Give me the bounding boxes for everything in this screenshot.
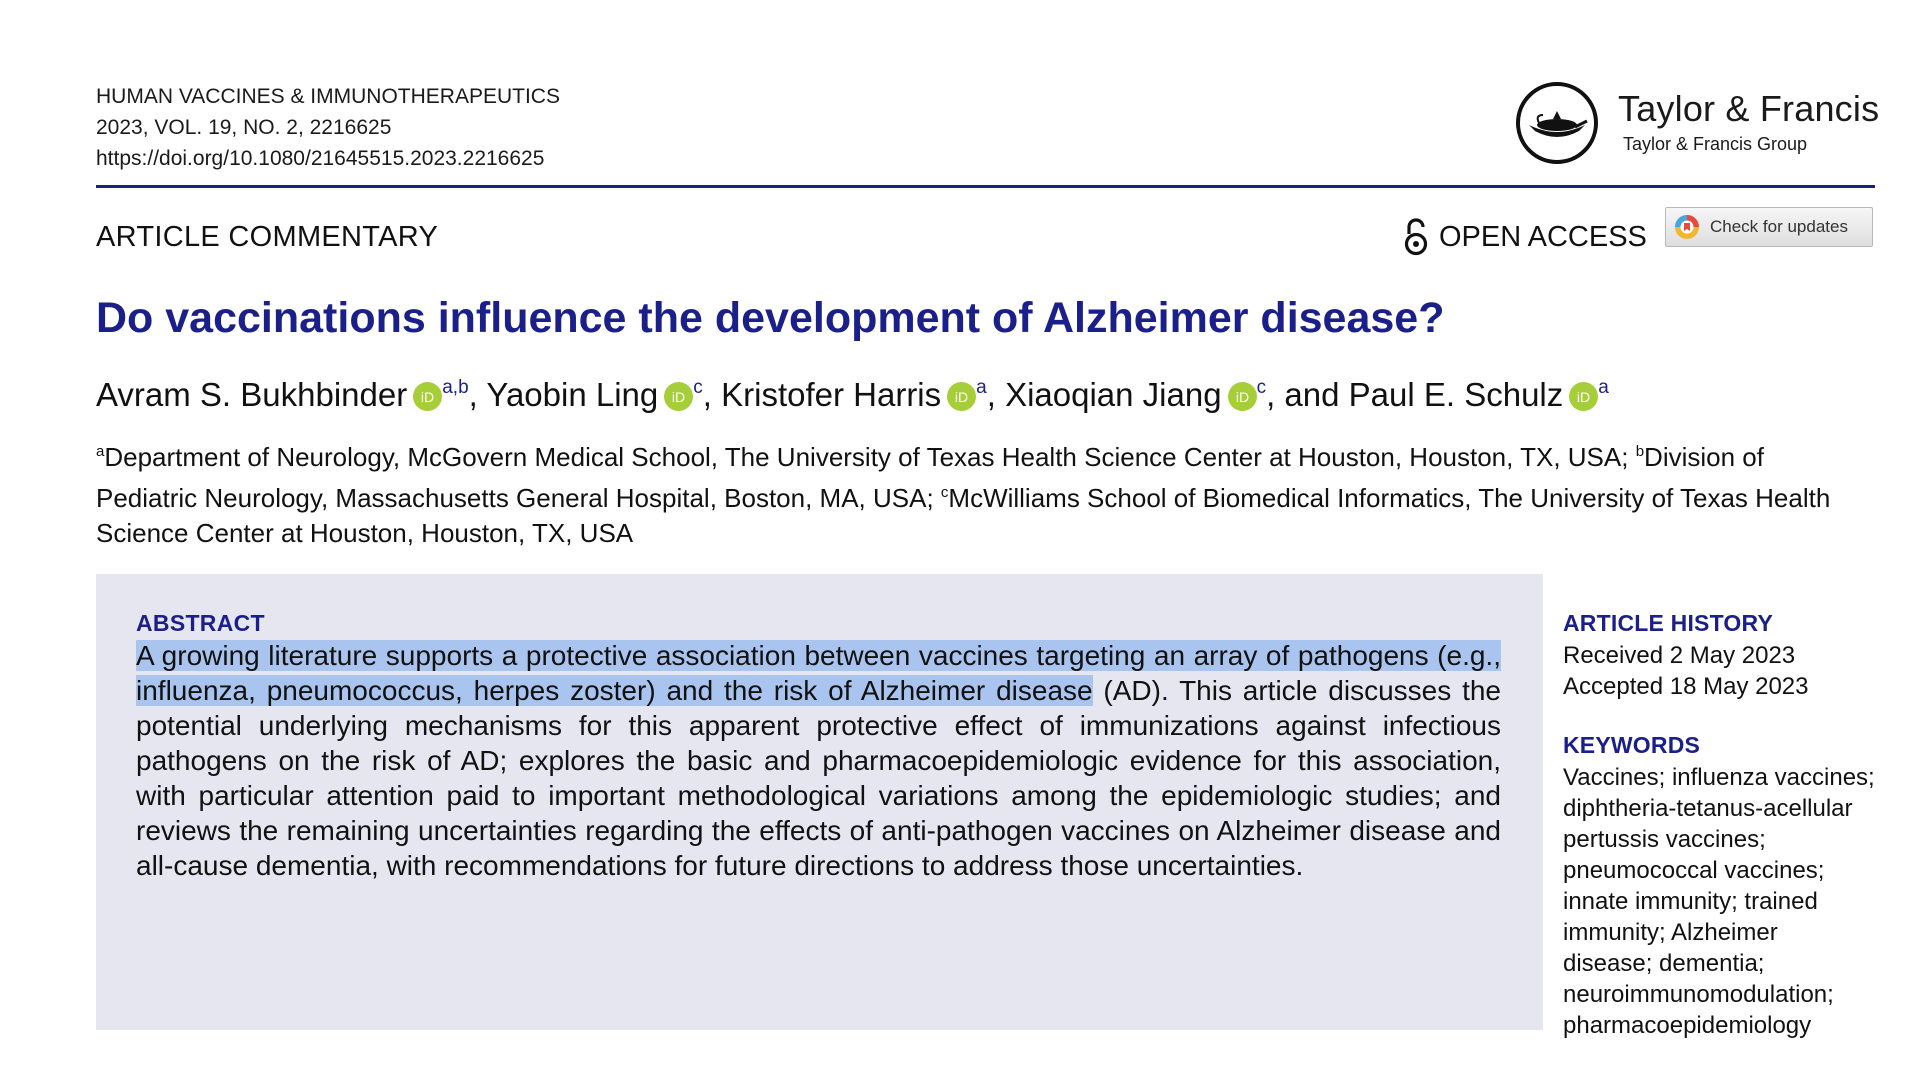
affiliation-c-end: Science Center at Houston, Houston, TX, USA [96, 518, 634, 548]
author-name: Paul E. Schulz [1348, 376, 1564, 413]
keyword-line: pharmacoepidemiology [1563, 1012, 1812, 1039]
svg-text:iD: iD [1235, 389, 1249, 405]
keyword-line: disease; dementia; [1563, 950, 1765, 977]
affiliation-c-start: McWilliams School of Biomedical Informatics, The University of Texas Health [948, 483, 1831, 513]
header-divider [96, 185, 1875, 188]
affiliation-mark: c [940, 484, 949, 501]
affiliation-line [96, 475, 1886, 516]
author-separator: , [468, 376, 487, 413]
publisher-logo [1515, 81, 1880, 171]
journal-volume: 2023, VOL. 19, NO. 2, 2216625 [96, 116, 392, 139]
open-lock-icon [1403, 218, 1429, 256]
svg-text:iD: iD [672, 389, 686, 405]
article-title: Do vaccinations influence the development of Alzheimer disease? [96, 294, 1445, 342]
author-affiliation-mark: c [693, 377, 703, 398]
author-name: Kristofer Harris [721, 376, 942, 413]
keyword-line: pneumococcal vaccines; [1563, 857, 1825, 884]
affiliation-a: Department of Neurology, McGovern Medical School, The University of Texas Health Science Center at Houston, Houston, TX, USA; [104, 442, 1629, 472]
orcid-icon[interactable] [664, 382, 693, 411]
orcid-icon[interactable] [947, 382, 976, 411]
author-affiliation-mark: c [1256, 377, 1267, 398]
author-name: Xiaoqian Jiang [1005, 376, 1222, 413]
orcid-icon[interactable] [1569, 382, 1598, 411]
svg-text:iD: iD [1577, 389, 1591, 405]
author-affiliation-mark: a [976, 377, 987, 398]
journal-name: HUMAN VACCINES & IMMUNOTHERAPEUTICS [96, 85, 560, 108]
article-type: ARTICLE COMMENTARY [96, 221, 439, 253]
orcid-icon[interactable] [413, 382, 442, 411]
publisher-group: Taylor & Francis Group [1623, 134, 1808, 154]
received-date: Received 2 May 2023 [1563, 642, 1796, 669]
affiliation-mark: a [96, 443, 105, 460]
keyword-line: pertussis vaccines; [1563, 826, 1766, 853]
open-access-badge [1403, 217, 1647, 257]
orcid-icon[interactable] [1228, 382, 1257, 411]
accepted-date: Accepted 18 May 2023 [1563, 673, 1809, 700]
author-affiliation-mark: a [1598, 377, 1609, 398]
author-separator: , [986, 376, 1006, 413]
keywords-heading: KEYWORDS [1563, 732, 1701, 758]
abstract-box [96, 574, 1543, 1030]
keyword-line: immunity; Alzheimer [1563, 919, 1778, 946]
author-name: Avram S. Bukhbinder [96, 376, 408, 413]
svg-text:iD: iD [421, 389, 435, 405]
doi-link[interactable]: https://doi.org/10.1080/21645515.2023.2216625 [96, 147, 545, 170]
check-for-updates-button[interactable] [1665, 207, 1873, 247]
svg-text:iD: iD [955, 389, 969, 405]
abstract-text[interactable] [136, 638, 1501, 883]
keyword-line: neuroimmunomodulation; [1563, 981, 1834, 1008]
author-separator: , and [1266, 376, 1349, 413]
author-affiliation-mark: a,b [442, 377, 469, 398]
journal-header [96, 81, 560, 174]
check-for-updates-label: Check for updates [1710, 217, 1848, 236]
abstract-body-text[interactable]: (AD). This article discusses the potential underlying mechanisms for this apparent protective effect of immunizations against infectious pathogens on the risk of AD; explores the basic and pharmacoepidemiologic evidence for this association, with particular attention paid to important methodological variations among the epidemiologic studies; and reviews the remaining uncertainties regarding the effects of anti-pathogen vaccines on Alzheimer disease and all-cause dementia, with recommendations for future directions to address those uncertainties. [136, 675, 1501, 881]
affiliation-b-end: Pediatric Neurology, Massachusetts General Hospital, Boston, MA, USA; [96, 483, 934, 513]
keyword-line: diphtheria-tetanus-acellular [1563, 795, 1853, 822]
lamp-icon [1515, 81, 1599, 165]
article-sidebar [1563, 606, 1893, 1041]
abstract-heading: ABSTRACT [136, 610, 265, 636]
author-list [96, 366, 1609, 417]
abstract-selected-text[interactable]: A growing literature supports a protective association between vaccines targeting an array of pathogens (e.g., influenza, pneumococcus, herpes zoster) and the risk of Alzheimer disease [136, 640, 1501, 706]
crossmark-icon [1674, 214, 1700, 240]
open-access-label: OPEN ACCESS [1439, 220, 1647, 253]
keyword-line: innate immunity; trained [1563, 888, 1818, 915]
affiliation-mark: b [1635, 443, 1645, 460]
author-name: Yaobin Ling [486, 376, 659, 413]
keyword-line: Vaccines; influenza vaccines; [1563, 764, 1875, 791]
affiliation-line [96, 434, 1886, 475]
affiliations [96, 434, 1886, 551]
affiliation-b-start: Division of [1644, 442, 1764, 472]
publisher-name: Taylor & Francis [1618, 88, 1880, 129]
article-history-heading: ARTICLE HISTORY [1563, 610, 1774, 636]
author-separator: , [702, 376, 722, 413]
sidebar-spacer [1563, 702, 1893, 728]
affiliation-line [96, 516, 1886, 551]
